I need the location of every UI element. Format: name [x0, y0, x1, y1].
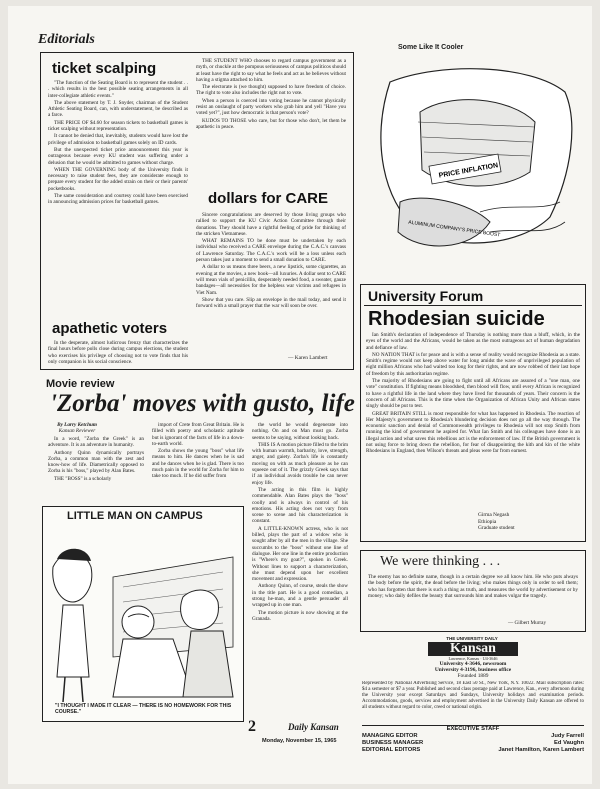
paragraph: Ian Smith's declaration of independence of Thursday is nothing more than a bluff, which, in the eyes of the world and the Africans, would be taken as the most outrageous act of human degradation and defiance of law.	[366, 332, 580, 351]
apathetic-body-b	[196, 58, 346, 182]
paragraph: The electorate is (we thought) supposed to have freedom of choice. The right to vote also includes the right not to vote.	[196, 84, 346, 97]
movie-col2	[152, 422, 244, 502]
little-man-caption: "I THOUGHT I MADE IT CLEAR — THERE IS NO HOMEWORK FOR THIS COURSE."	[55, 703, 232, 715]
paragraph: "The function of the Seating Board is to represent the student . . . which results in the best possible seating arrangements in all inter-collegiate athletic events."	[48, 80, 188, 99]
cartoon-sign-text: PRICE INFLATION	[438, 162, 499, 180]
movie-col1	[48, 436, 144, 502]
paragraph: NO NATION THAT is for peace and is with a sense of reality would recognize Rhodesia as a state. Smith's regime would not keep above water for long amidst the wave of unprivileged population of eight million Africans who had waited too long for their rights, and are now robbed of their last hope of freedom by this authoritarian regime.	[366, 351, 580, 377]
paragraph: WHAT REMAINS TO be done must be undertaken by each individual who received a CARE envelope during the C.A.C.'s canvass of Lawrence Saturday. The C.A.C.'s work will be a loss unless each person takes just a moment to send a small donation to CARE.	[196, 238, 346, 264]
paragraph: The majority of Rhodesians are going to fight until all Africans are assured of a "one man, one vote" constitution. If fighting means bloodshed, then blood will flow, until every African is recognized to have a rightful life in the land where they have lived for thousands of years. Their concern is the concern of all Africans. This is the time when the Organization of African Unity and African states singly should be put to test.	[366, 378, 580, 410]
care-body	[196, 212, 346, 352]
apathetic-body-a	[48, 340, 188, 366]
paragraph: But the unexpected ticket price announcement this year is outrageous because every KU student was suffering under a delusion that he would be admitted to games without charge.	[48, 146, 188, 166]
signature-role: Graduate student	[478, 525, 515, 532]
editorial-cartoon	[360, 52, 586, 274]
staff-role: EDITORIAL EDITORS	[362, 746, 421, 753]
masthead-body: Represented by National Advertising Service, 18 East 50 St., New York, N.Y. 10022. Mail subscription rates: $4 a semester or $7 a year. Published and second class postage paid at Lawrence, Kan., every afternoon during the University year except Saturdays and Sundays, University holidays and examination periods. Accommodations, goods, services and employment advertised in the University Daily Kansan are offered to all students without regard to color, creed or national origin.	[362, 680, 584, 710]
forum-rule	[364, 305, 582, 306]
apathetic-headline: apathetic voters	[52, 320, 168, 337]
newspaper-page	[8, 6, 592, 784]
little-man-cartoon	[42, 506, 244, 722]
paragraph: Anthony Quinn dynamically portrays Zorba, a common man with the zest and know-how of life. Diametrically opposed to Zorba is his "boss," played by Alan Bates.	[48, 449, 144, 475]
forum-signature	[478, 512, 515, 532]
paragraph: It cannot be denied that, inevitably, students would have lost the privilege of admission to basketball games solely on ID cards.	[48, 133, 188, 146]
thinking-attribution: — Gilbert Murray	[508, 620, 547, 626]
forum-body	[366, 332, 580, 506]
paragraph: The same consideration and courtesy could have been exercised in announcing admission prices for basketball games.	[48, 193, 188, 206]
staff-row	[362, 747, 584, 754]
signature-place: Ethiopia	[478, 518, 497, 525]
thinking-quote: The enemy has no definite name, though in a certain degree we all know him. He who puts always the body before the spirit, the dead before the living; who makes things only in order to sell them; who has forgotten that there is such a thing as truth, and measures the world by advertisement or by money; who daily defiles the beauty that surrounds him and makes vulgar the tragedy.	[368, 574, 578, 599]
movie-col3	[252, 422, 348, 766]
paragraph: Sincere congratulations are deserved by those living groups who rallied to support the KU Civic Action Committee through their donations. They should have a rightful feeling of pride for thinking of the stricken Vietnamese.	[196, 212, 346, 237]
staff-role: BUSINESS MANAGER	[362, 739, 424, 746]
issue-date: Monday, November 15, 1965	[262, 738, 337, 744]
masthead-founded: Founded 1889	[457, 673, 489, 680]
staff-title: EXECUTIVE STAFF	[362, 725, 584, 733]
cartoon-title: Some Like It Cooler	[398, 44, 464, 51]
little-man-drawing	[43, 527, 243, 705]
paragraph: Zorba shows the young "boss" what life means to him. He dances when he is sad and he dances when he is glad. There is too much pain in the world for Zorba for him to take too much. If he did suffer from	[152, 448, 244, 480]
paragraph: Show that you care. Slip an envelope in the mail today, and send it forward with a small prayer that the war will soon be over.	[196, 296, 346, 310]
paragraph: The above statement by T. J. Snyder, chairman of the Student Athletic Seating Board, can, with understatement, be described as a farce.	[48, 99, 188, 119]
paragraph: THE PRICE OF $4.60 for season tickets to basketball games is ticket scalping without representation.	[48, 119, 188, 133]
paragraph: Anthony Quinn, of course, steals the show in the title part. He is a good comedian, a strong he-man, and a gentle persuader all wrapped up in one man.	[252, 583, 348, 609]
forum-kicker: University Forum	[368, 288, 484, 304]
masthead-top: THE UNIVERSITY DAILY	[446, 636, 498, 641]
masthead-name: Kansan	[428, 642, 518, 656]
paper-name: Daily Kansan	[288, 722, 339, 732]
paragraph: import of Crete from Great Britain. He is filled with poetry and scholastic aptitude but is ignorant of the facts of life in a down-to-earth world.	[152, 422, 244, 447]
paragraph: WHEN THE GOVERNING body of the University finds it necessary to raise student fees, they are considerate enough to prepare every student for the added strain on their or their parents' pocketbooks.	[48, 166, 188, 192]
staff-name: Ed Vaughn	[554, 739, 584, 746]
care-headline: dollars for CARE	[208, 190, 329, 207]
masthead-addr: Lawrence, Kansas · U4-3646	[448, 656, 498, 661]
movie-byline	[48, 422, 106, 435]
masthead-phone-business: University 4-3196, business office	[434, 667, 512, 674]
thinking-headline: We were thinking . . .	[380, 554, 501, 569]
paragraph: A LITTLE-KNOWN actress, who is not billed, plays the part of a widow who is sought after by all the men in the village. She succumbs to the "boss" without one line of dialogue. Her one line in the entire production is "Where's my goat?", spoken in Greek. Without lines to support a characterization, she must depend upon her excellent movement and expression.	[252, 525, 348, 583]
paragraph: GREAT BRITAIN STILL is most responsible for what has happened in Rhodesia. The reaction of Her Majesty's government to Rhodesia's blundering decision does not go all the way through. The economic sanction and denial of Commonwealth privileges to Rhodesia will not stop Smith from running the kind of government he aspired for. What Ian Smith and his colleagues have done is an illegal action and what saves this rebellious act is the enforcement of law. If the British government is not using force to bring down the rebellion, for fear of disappointing the kith and kin of the white Rhodesians in England, then Wilson's threats and pleas were far from earnest.	[366, 410, 580, 455]
masthead	[362, 636, 584, 782]
little-man-title: LITTLE MAN ON CAMPUS	[67, 510, 203, 522]
movie-kicker: Movie review	[46, 378, 115, 390]
section-title: Editorials	[38, 32, 95, 47]
paragraph: In a word, "Zorba the Greek" is an adventure. It is an adventure in humanity.	[48, 436, 144, 449]
movie-headline: 'Zorba' moves with gusto, life	[50, 390, 355, 417]
paragraph: A dollar to us means three beers, a new lipstick, some cigarettes, an evening at the movies, a new book—all luxuries. A dollar sent to CARE will mean vials of penicillin, desperately needed food, a sweater, gauze bandages—all necessities for the helpless war victims and refugees in Viet Nam.	[196, 264, 346, 296]
paragraph: THE STUDENT WHO chooses to regard campus government as a myth, or chuckle at the pompous seriousness of campus politicos should at least have the right to say what he feels and act as he believes without having a stigma attached to him.	[196, 58, 346, 83]
byline-name: By Larry Ketchum	[57, 422, 97, 428]
paragraph: The motion picture is now showing at the Granada.	[252, 609, 348, 622]
paragraph: THIS IS A motion picture filled to the brim with human warmth, barbarity, love, strength, anger, and gaiety. Zorba's life is constantly moving on with as much pleasure as he can squeeze out of it. The grizzly Greek says that if an individual avoids trouble he can never enjoy life.	[252, 441, 348, 486]
staff-row	[362, 740, 584, 747]
staff-row	[362, 733, 584, 740]
care-byline: — Karen Lambert	[288, 355, 328, 361]
cartoon-box-label: ALUMINUM COMPANY'S PRICE BOOST	[407, 219, 501, 239]
signature-name: Girma Negash	[478, 512, 510, 518]
staff-name: Janet Hamilton, Karen Lambert	[498, 746, 584, 753]
ticket-scalping-headline: ticket scalping	[52, 60, 157, 77]
masthead-phone-news: University 4-3646, newsroom	[439, 661, 507, 667]
page-number: 2	[248, 718, 256, 735]
staff-name: Judy Farrell	[551, 732, 584, 739]
byline-role: Kansan Reviewer	[58, 428, 96, 435]
paragraph: THE "BOSS" is a scholarly	[54, 475, 112, 482]
paragraph: The acting in this film is highly commendable. Alan Bates plays the "boss" coolly and is always in control of his emotions. His acting does not vary from scene to scene and his characterization is constant.	[252, 486, 348, 525]
paragraph: the world he would degenerate into nothing. On and on Man must go. Zorba seems to be saying, without looking back.	[252, 422, 348, 441]
ticket-scalping-body	[48, 80, 188, 292]
paragraph: When a person is coerced into voting because he cannot physically resist an onslaught of party workers who grab him and yell "Have you voted yet?", just how democratic is that person's vote?	[196, 97, 346, 117]
staff-list	[362, 733, 584, 754]
paragraph: In the desperate, almost ludicrous frenzy that characterizes the final hours before polls close during campus elections, the student who exercises his privilege of choosing not to vote finds that his only companion is his social conscience.	[48, 340, 188, 365]
price-inflation-cartoon	[360, 52, 586, 274]
staff-role: MANAGING EDITOR	[362, 732, 418, 739]
paragraph: KUDOS TO THOSE who care, but for those who don't, let them be apathetic in peace.	[196, 117, 346, 130]
forum-headline: Rhodesian suicide	[368, 308, 545, 330]
